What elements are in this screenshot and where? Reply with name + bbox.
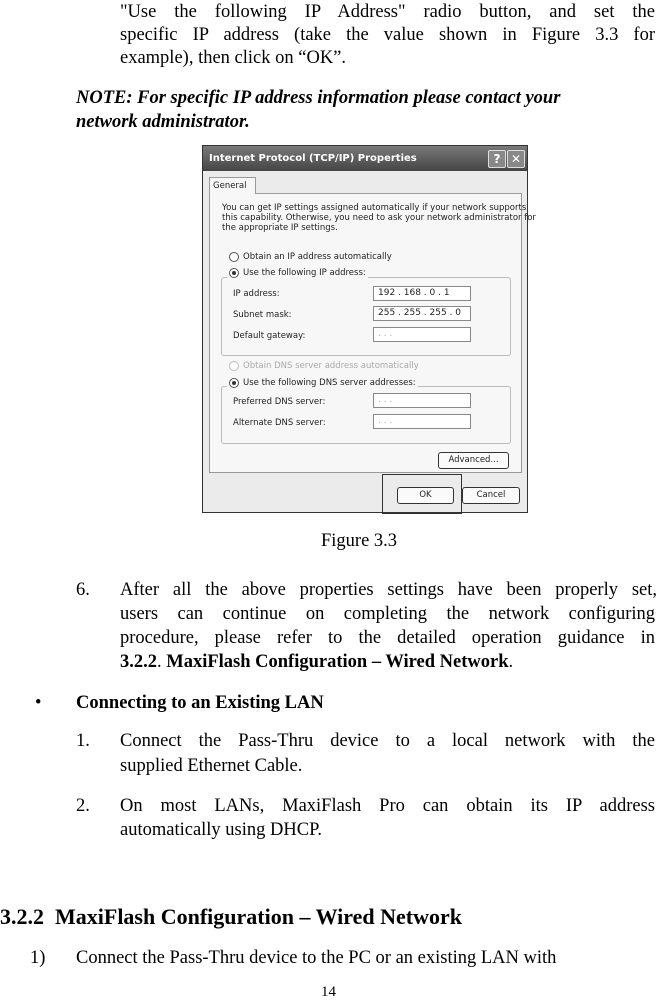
dialog-title: Internet Protocol (TCP/IP) Properties [209, 153, 417, 164]
alternate-dns-input[interactable]: . . . [373, 414, 471, 429]
list-line: procedure, please refer to the detailed operation guidance in [120, 628, 655, 648]
info-text: the appropriate IP settings. [222, 223, 338, 233]
ip-address-label: IP address: [233, 289, 280, 299]
cancel-button[interactable]: Cancel [462, 487, 520, 504]
close-icon[interactable]: ✕ [507, 150, 525, 168]
list-number: 1. [76, 731, 90, 751]
list-line: automatically using DHCP. [120, 820, 322, 840]
advanced-button[interactable]: Advanced... [438, 452, 509, 469]
list-line: 3.2.2. MaxiFlash Configuration – Wired Network. [120, 652, 514, 672]
tab-general[interactable]: General [209, 177, 256, 194]
alternate-dns-label: Alternate DNS server: [233, 418, 326, 428]
list-line: supplied Ethernet Cable. [120, 756, 303, 776]
radio-use-dns[interactable] [229, 378, 239, 388]
figure-caption: Figure 3.3 [321, 531, 398, 551]
default-gateway-input[interactable]: . . . [373, 327, 471, 342]
subnet-mask-input[interactable]: 255 . 255 . 255 . 0 [373, 306, 471, 321]
ok-highlight-box [382, 474, 462, 514]
preferred-dns-label: Preferred DNS server: [233, 397, 326, 407]
section-heading [0, 906, 462, 928]
period: . [508, 652, 514, 672]
list-line: After all the above properties settings have been properly set, [120, 580, 657, 600]
section-number: 3.2.2 [0, 904, 44, 929]
radio-use-ip[interactable] [229, 268, 239, 278]
list-line: users can continue on completing the network configuring [120, 604, 655, 624]
bullet-heading: Connecting to an Existing LAN [76, 693, 324, 713]
page-number: 14 [321, 984, 336, 1000]
list-number: 1) [30, 948, 46, 968]
list-number: 2. [76, 796, 90, 816]
paragraph-line: specific IP address (take the value shown in Figure 3.3 for [120, 25, 655, 45]
radio-obtain-ip-auto[interactable] [229, 252, 239, 262]
section-title: MaxiFlash Configuration – Wired Network [55, 904, 463, 929]
note-line: network administrator. [76, 112, 250, 132]
radio-obtain-dns-auto[interactable] [229, 361, 239, 371]
list-line: Connect the Pass-Thru device to the PC or an existing LAN with [76, 948, 557, 968]
default-gateway-label: Default gateway: [233, 331, 306, 341]
radio-label: Obtain an IP address automatically [243, 252, 392, 262]
dialog-title-bar [203, 146, 527, 171]
section-ref-title: MaxiFlash Configuration – Wired Network [166, 652, 509, 672]
preferred-dns-input[interactable]: . . . [373, 393, 471, 408]
radio-label: Use the following DNS server addresses: [243, 378, 416, 388]
section-ref: 3.2.2 [120, 652, 157, 672]
ok-button[interactable]: OK [397, 487, 454, 504]
list-line: Connect the Pass-Thru device to a local network with the [120, 731, 655, 751]
info-text: this capability. Otherwise, you need to ask your network administrator for [222, 213, 536, 223]
note-line: NOTE: For specific IP address information please contact your [76, 88, 561, 108]
paragraph-line: example), then click on “OK”. [120, 48, 347, 68]
ip-address-input[interactable]: 192 . 168 . 0 . 1 [373, 286, 471, 301]
radio-label: Obtain DNS server address automatically [243, 361, 419, 371]
tcpip-properties-dialog [202, 145, 536, 513]
list-number: 6. [76, 580, 90, 600]
list-line: On most LANs, MaxiFlash Pro can obtain its IP address [120, 796, 655, 816]
help-icon[interactable]: ? [488, 150, 506, 168]
bullet-icon: • [35, 693, 42, 713]
paragraph-line: "Use the following IP Address" radio button, and set the [120, 2, 655, 22]
subnet-mask-label: Subnet mask: [233, 310, 292, 320]
info-text: You can get IP settings assigned automatically if your network supports [222, 203, 527, 213]
radio-label: Use the following IP address: [243, 268, 366, 278]
